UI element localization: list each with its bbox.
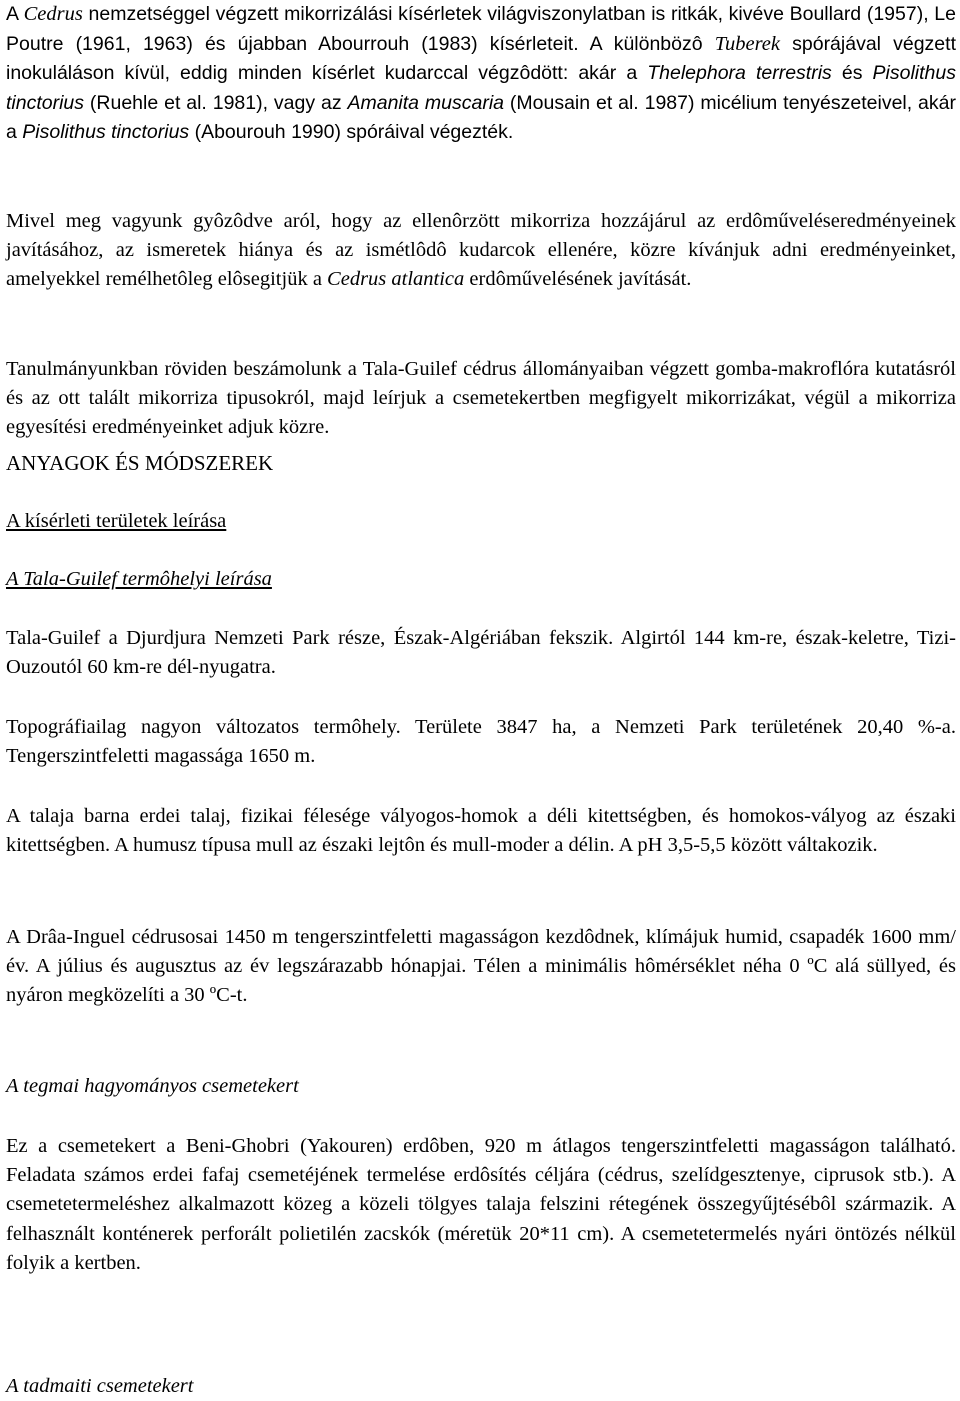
species-cedrus-atlantica: Cedrus atlantica [327, 268, 465, 291]
species-pisolithus: Pisolithus tinctorius [22, 121, 190, 143]
text-run: (Abourouh 1990) spóráival végezték. [189, 121, 514, 143]
text-run: A [6, 3, 24, 25]
text-run: Mivel meg vagyunk gyôzôdve aról, hogy az ellenôrzött mikorriza hozzájárul az erdôműveléseredményeinek javításához, az ismeretek hiánya és az ismétlôdô kudarcok ellenére, közre kívánjuk adni eredményeinket, amelyekkel remélhetôleg elôsegitjük a [6, 210, 956, 291]
tala-paragraph-2: Topográfiailag nagyon változatos termôhely. Területe 3847 ha, a Nemzeti Park területének 20,40 %-a. Tengerszintfeletti magassága 1650 m. [6, 716, 956, 768]
section-heading-methods: ANYAGOK ÉS MÓDSZEREK [6, 451, 274, 475]
intro-paragraph-2 [6, 207, 956, 295]
tala-paragraph-1: Tala-Guilef a Djurdjura Nemzeti Park része, Észak-Algériában fekszik. Algirtól 144 km-re, észak-keletre, Tizi-Ouzoutól 60 km-re dél-nyugatra. [6, 627, 956, 679]
text-run: erdôművelésének javítását. [464, 268, 692, 291]
species-thelephora: Thelephora terrestris [647, 62, 832, 84]
tala-paragraph-3: A talaja barna erdei talaj, fizikai félesége vályogos-homok a déli kitettségben, és homokos-vályog az északi kitettségben. A humusz típusa mull az északi lejtôn és mull-moder a délin. A pH 3,5-5,5 között váltakozik. [6, 805, 956, 857]
subsection-heading-tala: A Tala-Guilef termôhelyi leírása [6, 568, 272, 590]
subsection-heading-tegmai: A tegmai hagyományos csemetekert [6, 1075, 299, 1097]
subsection-heading-tadmaiti: A tadmaiti csemetekert [6, 1375, 194, 1397]
species-amanita: Amanita muscaria [347, 91, 504, 114]
text-run: és [831, 62, 873, 84]
genus-cedrus: Cedrus [23, 3, 83, 25]
text-run: spórájával végzett inokuláláson kívül, eddig minden kísérlet kudarccal végzôdött: akár a [6, 32, 956, 84]
subsection-heading-area: A kísérleti területek leírása [6, 510, 227, 532]
text-run: nemzetséggel végzett mikorrizálási kísérletek világviszonylatban is ritkák, kivéve Boullard (1957), Le Poutre (1961, 1963) és újabban Abourrouh (1983) kísérleteit. A különbözô [6, 3, 956, 55]
species-pisolithus: Pisolithus tinctorius [6, 62, 956, 114]
intro-paragraph-1 [6, 0, 956, 148]
tala-paragraph-4: A Drâa-Inguel cédrusosai 1450 m tengerszintfeletti magasságon kezdôdnek, klímájuk humid, csapadék 1600 mm/év. A július és augusztus az év legszárazabb hónapjai. Télen a minimális hômérséklet néha 0 ºC alá süllyed, és nyáron megközelíti a 30 ºC-t. [6, 926, 956, 1007]
genus-tuberek: Tuberek [714, 32, 781, 55]
tegmai-paragraph-1: Ez a csemetekert a Beni-Ghobri (Yakouren) erdôben, 920 m átlagos tengerszintfeletti magasságon található. Feladata számos erdei fafaj csemetéjének termelése erdôsítés céljára (cédrus, szelídgesztenye, ciprusok stb.). A csemetetermeléshez alkalmazott közeg a közeli tölgyes talaja felszini rétegének összegyűjtésébôl származik. A felhasznált konténerek perforált polietilén zacskók (méretük 20*11 cm). A csemetetermelés nyári öntözés nélkül folyik a kertben. [6, 1135, 956, 1274]
text-run: (Ruehle et al. 1981), vagy az [84, 91, 348, 114]
text-run: (Mousain et al. 1987) micélium tenyészeteivel, akár a [6, 91, 956, 143]
intro-paragraph-3: Tanulmányunkban röviden beszámolunk a Tala-Guilef cédrus állományaiban végzett gomba-makroflóra kutatásról és az ott talált mikorriza tipusokról, majd leírjuk a csemetekertben megfigyelt mikorrizákat, végül a mikorriza egyesítési eredményeinket adjuk közre. [6, 358, 956, 439]
